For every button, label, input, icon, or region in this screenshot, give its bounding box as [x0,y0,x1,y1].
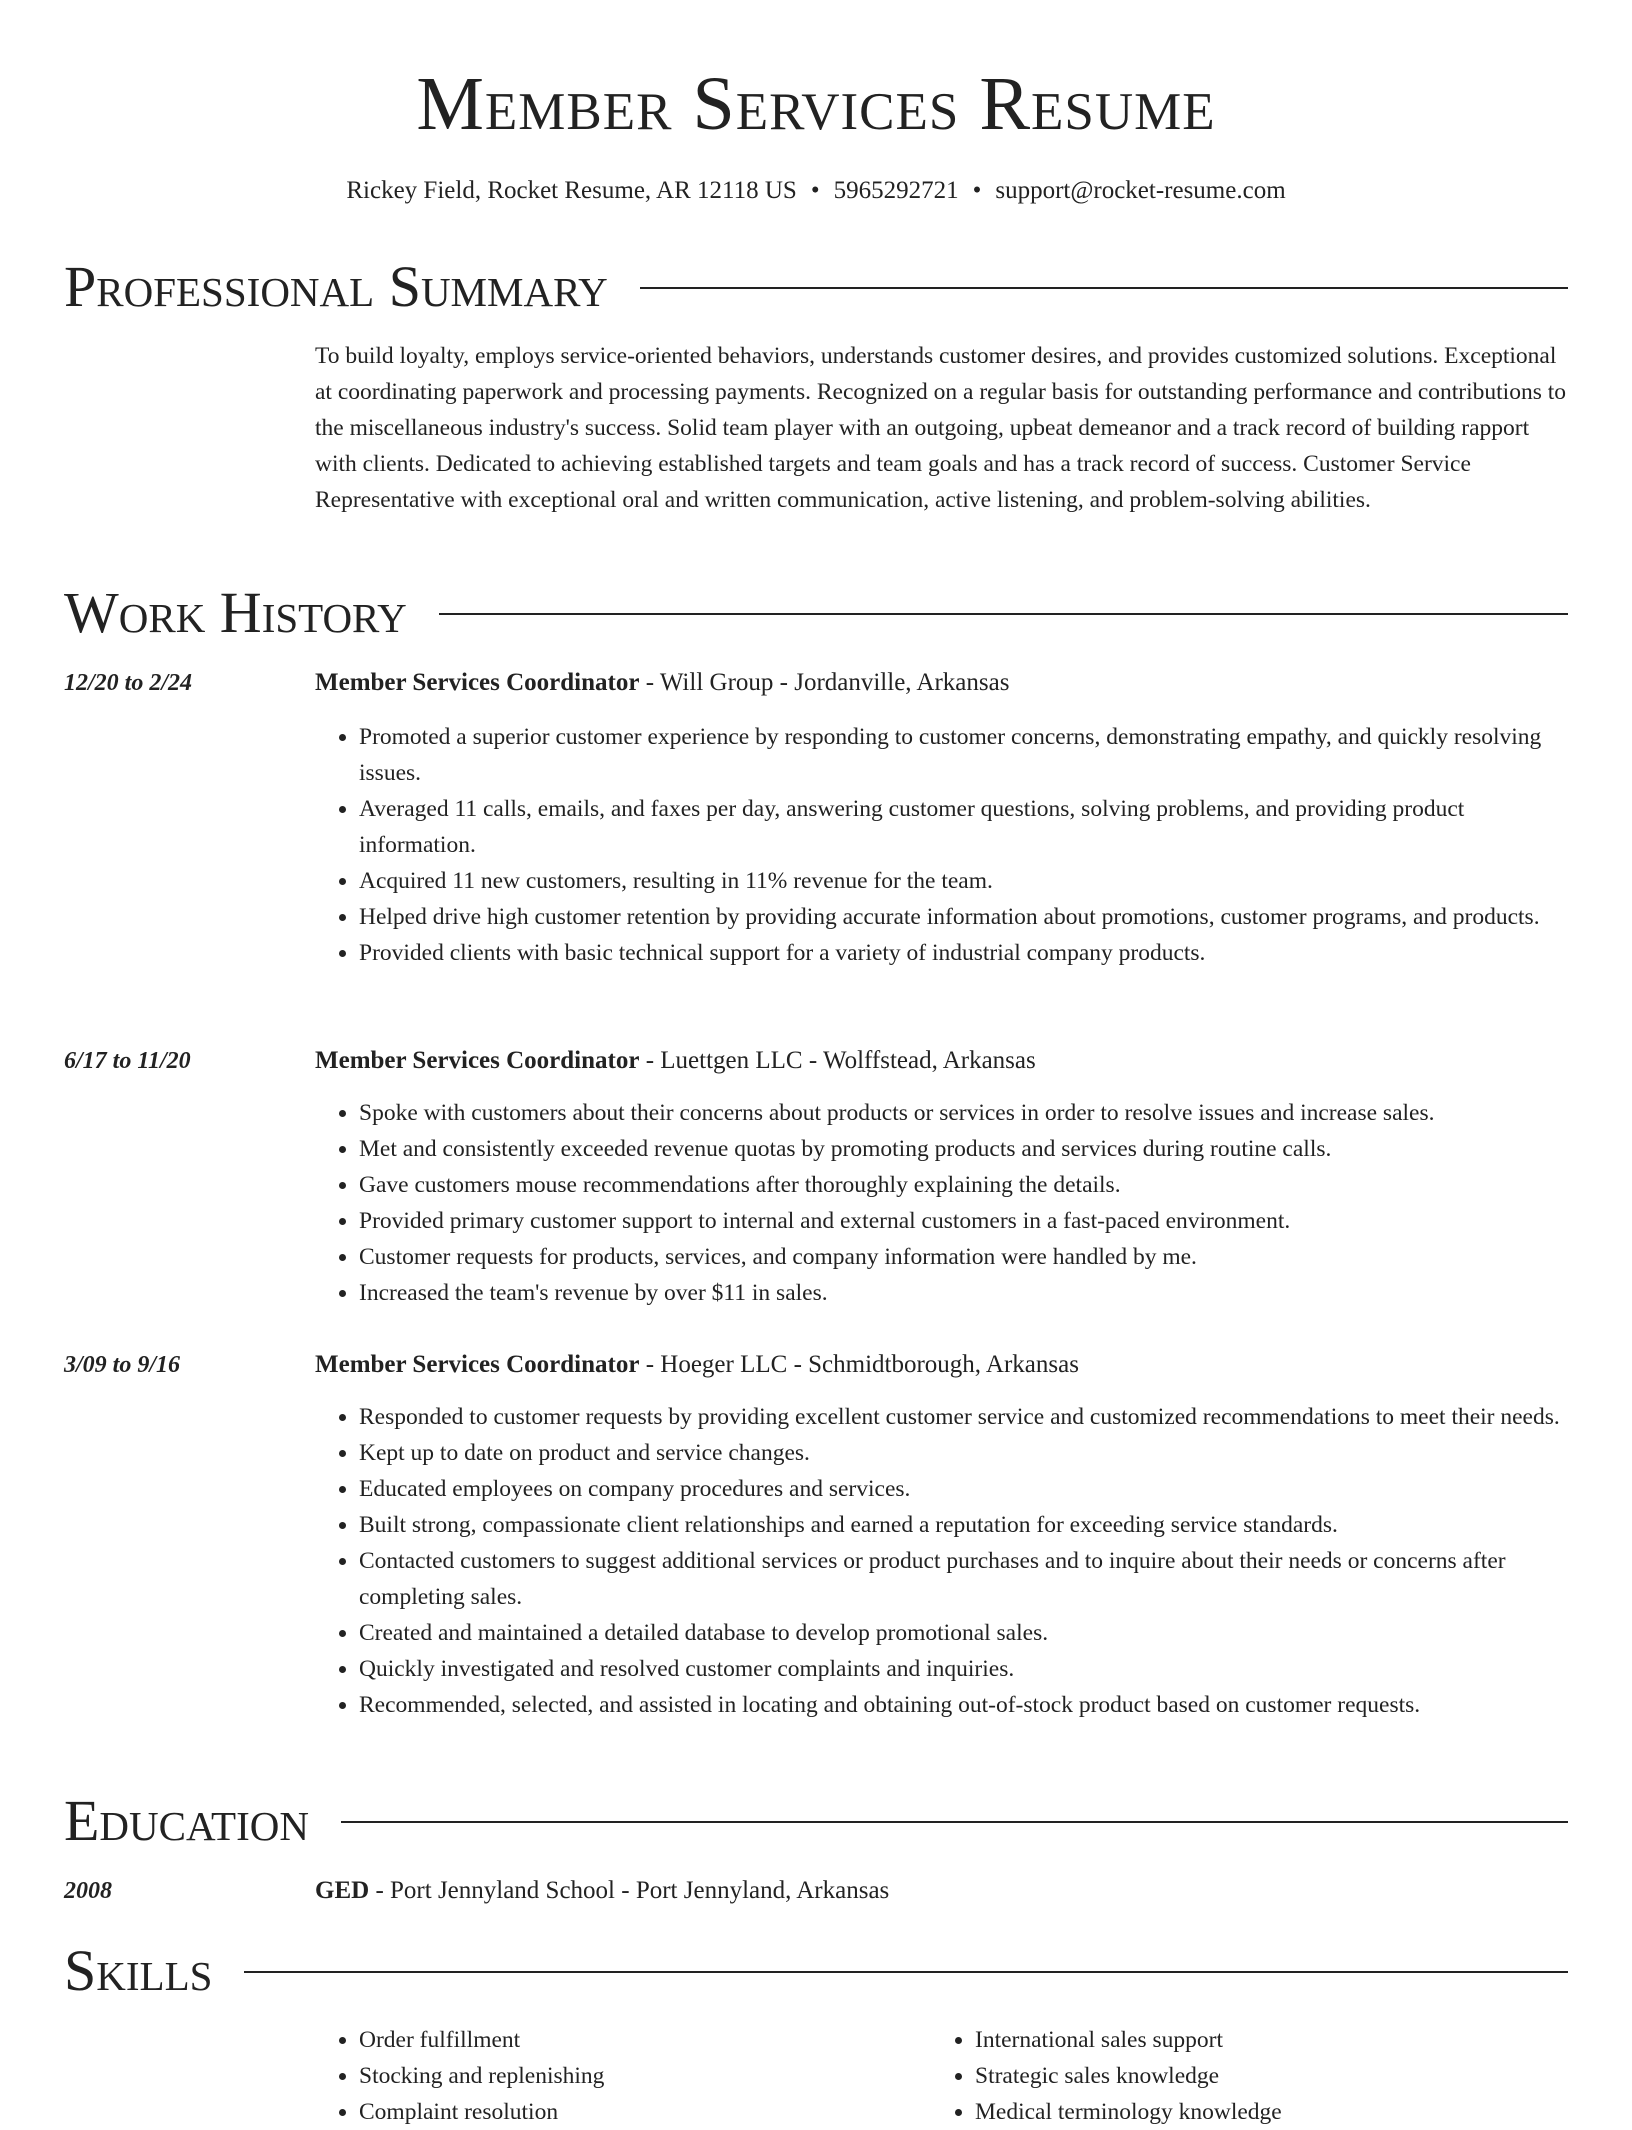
job-title: Member Services Coordinator [315,669,640,696]
section-title-summary: Professional Summary [64,254,608,319]
job-bullet: • Quickly investigated and resolved customer complaints and inquiries. [359,1651,1568,1687]
education-year: 2008 [64,1878,112,1904]
job-company-location: - Luettgen LLC - Wolffstead, Arkansas [639,1047,1036,1074]
job-bullet-list [315,1399,1568,1723]
job-bullet: • Provided primary customer support to internal and external customers in a fast-paced environment. [359,1203,1568,1239]
job-company-location: - Hoeger LLC - Schmidtborough, Arkansas [639,1351,1079,1378]
job-bullet: • Responded to customer requests by providing excellent customer service and customized recommendations to meet their needs. [359,1399,1568,1435]
job-company-location: - Will Group - Jordanville, Arkansas [639,669,1010,696]
section-header-work-history [64,577,1568,649]
section-header-skills [64,1935,1568,2007]
contact-address: Rickey Field, Rocket Resume, AR 12118 US [346,177,797,204]
job-bullet: • Increased the team's revenue by over $11 in sales. [359,1275,1568,1311]
job-title: Member Services Coordinator [315,1047,640,1074]
job-bullet: • Averaged 11 calls, emails, and faxes per day, answering customer questions, solving problems, and providing product information. [359,791,1568,863]
contact-separator: • [810,177,820,204]
section-divider [341,1821,1568,1823]
skills-list-left [315,2022,915,2130]
job-bullet: • Helped drive high customer retention by providing accurate information about promotions, customer programs, and products. [359,899,1568,935]
job-dates: 6/17 to 11/20 [64,1048,191,1074]
section-title-work-history: Work History [64,580,407,645]
job-bullet: • Spoke with customers about their concerns about products or services in order to resolve issues and increase sales. [359,1095,1568,1131]
summary-text: To build loyalty, employs service-oriented behaviors, understands customer desires, and provides customized solutions. Exceptional at coordinating paperwork and processing payments. Recognized on a regular basis for outstanding performance and contributions to the miscellaneous industry's success. Solid team player with an outgoing, upbeat demeanor and a track record of building rapport with clients. Dedicated to achieving established targets and team goals and has a track record of success. Customer Service Representative with exceptional oral and written communication, active listening, and problem-solving abilities. [315,343,1567,513]
skill-item: • Strategic sales knowledge [975,2058,1568,2094]
job-bullet: • Educated employees on company procedures and services. [359,1471,1568,1507]
section-title-education: Education [64,1788,309,1853]
contact-phone: 5965292721 [833,177,959,204]
job-heading [315,1347,1568,1383]
skill-item: • Order fulfillment [359,2022,915,2058]
skill-item: • Stocking and replenishing [359,2058,915,2094]
job-bullet: • Contacted customers to suggest additional services or product purchases and to inquire about their needs or concerns after completing sales. [359,1543,1568,1615]
section-divider [439,613,1568,615]
skills-list-right [931,2022,1568,2130]
job-bullet: • Promoted a superior customer experience by responding to customer concerns, demonstrating empathy, and quickly resolving issues. [359,719,1568,791]
job-bullet: • Created and maintained a detailed database to develop promotional sales. [359,1615,1568,1651]
contact-line [0,174,1632,208]
section-header-education [64,1785,1568,1857]
job-bullet: • Met and consistently exceeded revenue quotas by promoting products and services during routine calls. [359,1131,1568,1167]
job-bullet: • Built strong, compassionate client relationships and earned a reputation for exceeding service standards. [359,1507,1568,1543]
job-bullet: • Customer requests for products, services, and company information were handled by me. [359,1239,1568,1275]
job-heading [315,1043,1568,1079]
contact-separator: • [972,177,982,204]
section-header-summary [64,251,1568,323]
education-heading [315,1873,1568,1909]
section-divider [244,1971,1568,1973]
resume-title: Member Services Resume [416,62,1216,146]
skill-item: • International sales support [975,2022,1568,2058]
job-bullet: • Provided clients with basic technical support for a variety of industrial company products. [359,935,1568,971]
section-divider [640,287,1568,289]
job-heading [315,665,1568,701]
job-bullet-list [315,1095,1568,1311]
job-bullet: • Kept up to date on product and service changes. [359,1435,1568,1471]
education-degree: GED [315,1877,370,1904]
job-title: Member Services Coordinator [315,1351,640,1378]
job-bullet: • Acquired 11 new customers, resulting in 11% revenue for the team. [359,863,1568,899]
contact-email: support@rocket-resume.com [995,177,1286,204]
skill-item: • Medical terminology knowledge [975,2094,1568,2130]
job-dates: 3/09 to 9/16 [64,1352,181,1378]
job-bullet: • Recommended, selected, and assisted in locating and obtaining out-of-stock product based on customer requests. [359,1687,1568,1723]
job-dates: 12/20 to 2/24 [64,670,193,696]
section-title-skills: Skills [64,1938,213,2003]
job-bullet-list [315,719,1568,971]
job-bullet: • Gave customers mouse recommendations after thoroughly explaining the details. [359,1167,1568,1203]
skill-item: • Complaint resolution [359,2094,915,2130]
education-school-location: - Port Jennyland School - Port Jennyland, Arkansas [369,1877,890,1904]
